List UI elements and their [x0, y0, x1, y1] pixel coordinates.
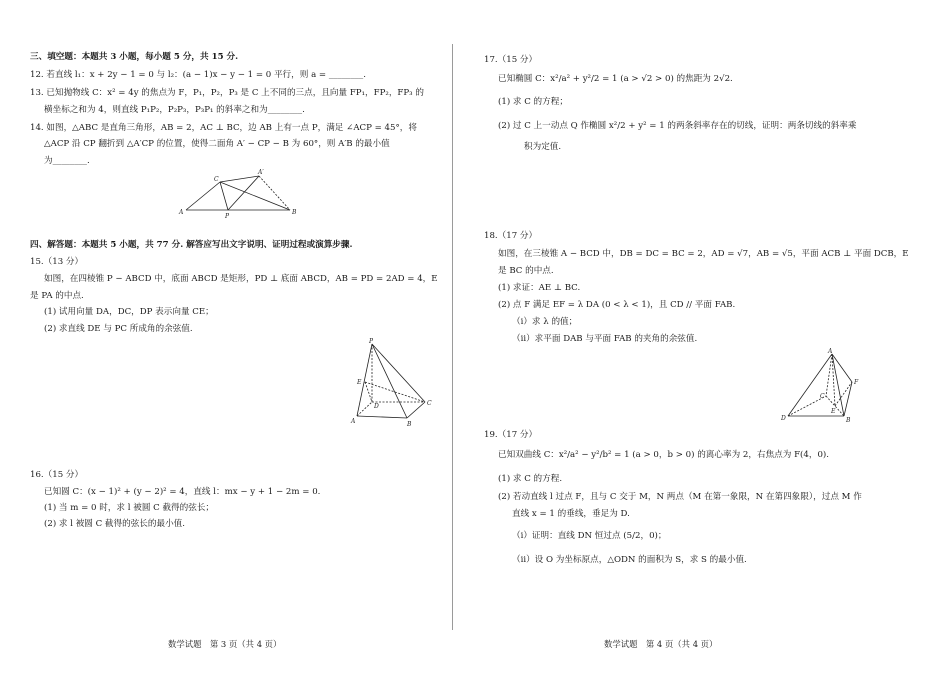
figure-18 — [780, 346, 860, 424]
question-18-line2: 是 BC 的中点. — [498, 266, 554, 276]
fig15-label: C — [427, 400, 432, 407]
fig14-label: C — [214, 176, 219, 183]
fig18-label: A — [828, 348, 833, 355]
question-12: 12. 若直线 l₁：x + 2y − 1 = 0 与 l₂：(a − 1)x − y − 1 = 0 平行，则 a = ________. — [30, 70, 366, 80]
question-16-part2: (2) 求 l 被圆 C 截得的弦长的最小值. — [44, 519, 186, 529]
question-15-line1: 如图，在四棱锥 P − ABCD 中，底面 ABCD 是矩形，PD ⊥ 底面 ABCD，AB = PD = 2AD = 4，E — [44, 274, 438, 284]
question-18-part1: (1) 求证：AE ⊥ BC. — [498, 283, 581, 293]
question-19-part2i: （ⅰ）证明：直线 DN 恒过点 (5/2，0)； — [512, 531, 667, 541]
question-19-part2-cont: 直线 x = 1 的垂线，垂足为 D. — [512, 509, 630, 519]
question-14-line2: △ACP 沿 CP 翻折到 △A′CP 的位置，使得二面角 A′ − CP − B 为 60°，则 A′B 的最小值 — [44, 139, 390, 149]
question-13-line1: 13. 已知抛物线 C：x² = 4y 的焦点为 F，P₁，P₂，P₃ 是 C 上不同的三点，且向量 FP₁，FP₂，FP₃ 的 — [30, 88, 424, 98]
fig18-label: E — [831, 408, 836, 415]
fig14-label: A — [179, 209, 184, 216]
question-16-line1: 已知圆 C：(x − 1)² + (y − 2)² = 4，直线 l：mx − y + 1 − 2m = 0. — [44, 487, 321, 497]
page-4 — [484, 0, 909, 688]
question-14-line3: 为________. — [44, 156, 90, 166]
page-4-footer: 数学试题 第 4 页（共 4 页） — [604, 639, 718, 649]
question-16-head: 16.（15 分） — [30, 470, 84, 480]
question-19-part2: (2) 若动直线 l 过点 F，且与 C 交于 M，N 两点（M 在第一象限，N 在第四象限），过点 M 作 — [498, 492, 862, 502]
question-17-part2-cont: 积为定值. — [524, 142, 562, 152]
section3-heading: 三、填空题：本题共 3 小题，每小题 5 分，共 15 分. — [30, 52, 239, 62]
question-18-part2i: （ⅰ）求 λ 的值； — [512, 317, 578, 327]
question-15-part2: (2) 求直线 DE 与 PC 所成角的余弦值. — [44, 324, 193, 334]
figure-15 — [345, 336, 437, 428]
fig18-label: F — [854, 379, 859, 386]
question-18-line1: 如图，在三棱锥 A − BCD 中，DB = DC = BC = 2，AD = √7，AB = √5，平面 ACB ⊥ 平面 DCB，E — [498, 249, 909, 259]
question-17-part2: (2) 过 C 上一动点 Q 作椭圆 x²/2 + y² = 1 的两条斜率存在的切线，证明：两条切线的斜率乘 — [498, 121, 857, 131]
fig14-label: B — [292, 209, 297, 216]
fig18-label: D — [781, 415, 786, 422]
fig18-label: B — [846, 417, 851, 424]
fig15-label: P — [369, 338, 374, 345]
figure-14-labels — [178, 169, 297, 220]
question-19-head: 19.（17 分） — [484, 430, 538, 440]
question-19-part1: (1) 求 C 的方程. — [498, 474, 563, 484]
question-15-line2: 是 PA 的中点. — [30, 291, 84, 301]
question-17-head: 17.（15 分） — [484, 55, 538, 65]
question-19-line1: 已知双曲线 C：x²/a² − y²/b² = 1 (a > 0，b > 0) 的离心率为 2，右焦点为 F(4，0). — [498, 450, 830, 460]
figure-15-labels — [350, 338, 432, 428]
fig18-label: C — [820, 393, 825, 400]
page-3-footer: 数学试题 第 3 页（共 4 页） — [168, 639, 282, 649]
fig14-label: A′ — [258, 169, 264, 176]
fig15-label: B — [407, 421, 412, 428]
question-17-part1: (1) 求 C 的方程； — [498, 97, 568, 107]
page-3 — [30, 0, 440, 688]
fig14-label: P — [225, 213, 230, 220]
fig15-label: D — [374, 403, 379, 410]
fig15-label: E — [357, 379, 362, 386]
question-18-part2: (2) 点 F 满足 EF = λ DA (0 < λ < 1)，且 CD // 平面 FAB. — [498, 300, 736, 310]
question-15-head: 15.（13 分） — [30, 257, 84, 267]
question-18-head: 18.（17 分） — [484, 231, 538, 241]
column-divider — [452, 44, 453, 630]
question-17-line1: 已知椭圆 C：x²/a² + y²/2 = 1 (a > √2 > 0) 的焦距为 2√2. — [498, 74, 733, 84]
question-18-part2ii: （ⅱ）求平面 DAB 与平面 FAB 的夹角的余弦值. — [512, 334, 698, 344]
figure-18-labels — [780, 348, 859, 424]
question-16-part1: (1) 当 m = 0 时，求 l 被圆 C 截得的弦长； — [44, 503, 215, 513]
question-15-part1: (1) 试用向量 DA，DC，DP 表示向量 CE； — [44, 307, 214, 317]
question-19-part2ii: （ⅱ）设 O 为坐标原点，△ODN 的面积为 S，求 S 的最小值. — [512, 555, 747, 565]
question-14-line1: 14. 如图，△ABC 是直角三角形，AB = 2，AC ⊥ BC，边 AB 上有一点 P，满足 ∠ACP = 45°，将 — [30, 123, 417, 133]
section4-heading: 四、解答题：本题共 5 小题，共 77 分. 解答应写出文字说明、证明过程或演算步骤. — [30, 240, 353, 250]
figure-14 — [178, 168, 308, 220]
question-13-line2: 横坐标之和为 4，则直线 P₁P₂，P₂P₃，P₃P₁ 的斜率之和为________. — [44, 105, 305, 115]
fig15-label: A — [351, 418, 356, 425]
